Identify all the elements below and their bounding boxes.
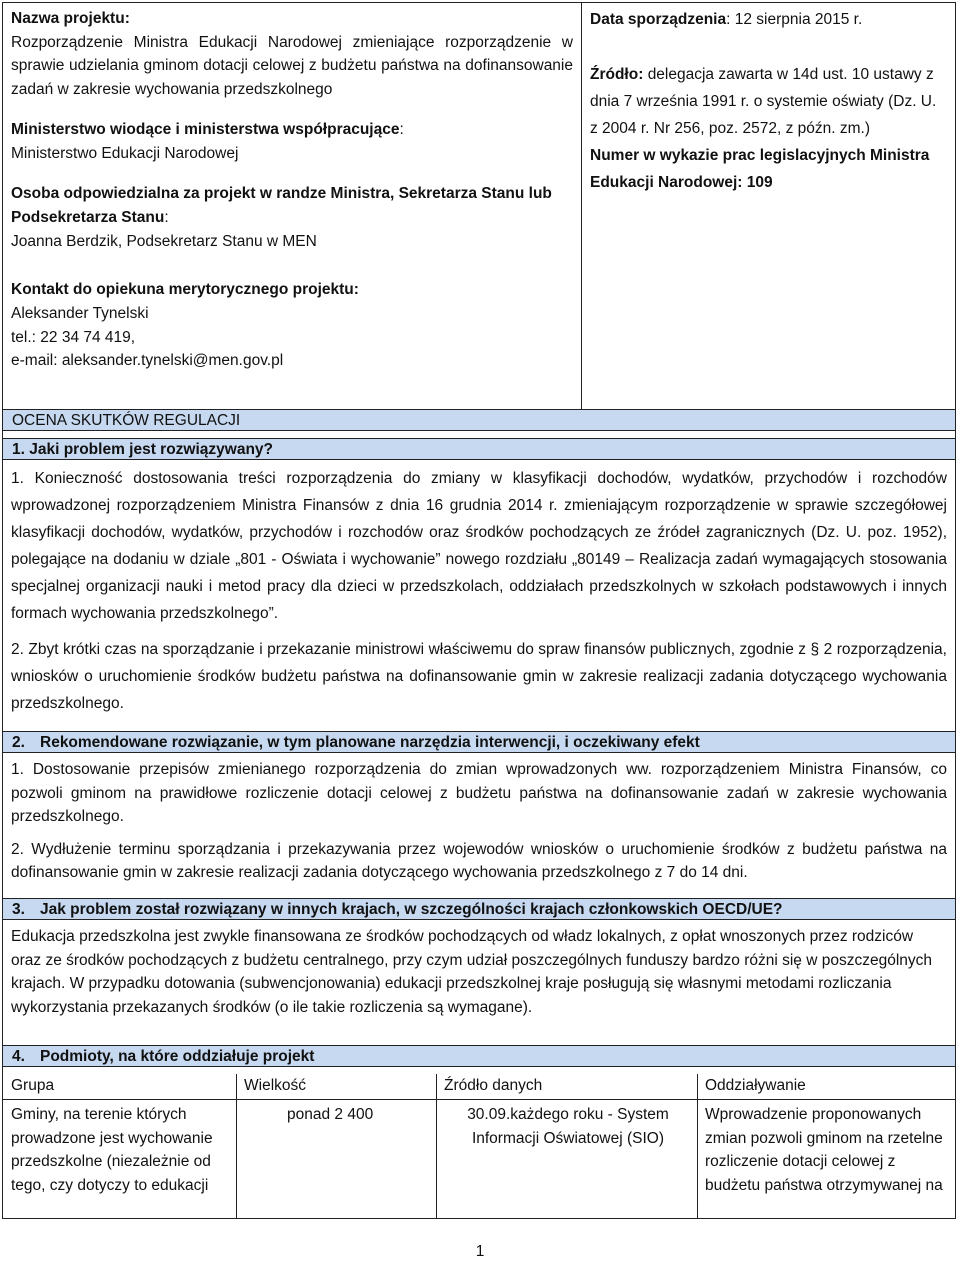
contact-email[interactable]: e-mail: aleksander.tynelski@men.gov.pl [11,352,284,370]
table-header-divider [3,1099,955,1100]
project-meta [590,6,945,196]
osr-title: OCENA SKUTKÓW REGULACJI [3,409,955,431]
section3-num: 3. [12,901,25,918]
project-info [11,7,573,373]
page-number: 1 [475,1243,485,1260]
section3-body [11,925,947,1019]
section1-title: 1. Jaki problem jest rozwiązywany? [3,438,955,460]
ministry-value: Ministerstwo Edukacji Narodowej [11,144,239,162]
section4-title [3,1045,955,1067]
section2-para1: 1. Dostosowanie przepisów zmienianego rozporządzenia do zmian wprowadzonych ww. rozporządzeniem Ministra Finansów, co pozwoli gminom na prawidłowe rozliczenie dotacji celowej z budżetu państwa na dofinansowanie zadań w zakresie wychowania przedszkolnego. [11,761,947,825]
date-line: Data sporządzenia: 12 sierpnia 2015 r. [590,11,863,28]
source-line: Źródło: delegacja zawarta w 14d ust. 10 ustawy z dnia 7 września 1991 r. o systemie oświaty (Dz. U. z 2004 r. Nr 256, poz. 2572, z późn. zm.) [590,66,937,137]
section3-title [3,898,955,920]
column-header-impact: Oddziaływanie [705,1077,806,1094]
contact-name: Aleksander Tynelski [11,305,149,323]
section3-title-text: Jak problem został rozwiązany w innych krajach, w szczególności krajach członkowskich OECD/UE? [40,901,783,918]
section1-para2: 2. Zbyt krótki czas na sporządzanie i przekazanie ministrowi właściwemu do spraw finansów publicznych, zgodnie z § 2 rozporządzenia, wniosków o uruchomienie środków budżetu państwa na dofinansowanie gmin w zakresie realizacji zadania dotyczącego wychowania przedszkolnego. [11,641,947,712]
column-header-source: Źródło danych [444,1077,543,1094]
section2-para2: 2. Wydłużenie terminu sporządzania i przekazywania przez wojewodów wniosków o uruchomienie środków z budżetu państwa na dofinansowanie gmin w zakresie realizacji zadania dotyczącego wychowania przedszkolnego z 7 do 14 dni. [11,840,947,881]
project-name: Rozporządzenie Ministra Edukacji Narodowej zmieniające rozporządzenie w sprawie udzielania gminom dotacji celowej z budżetu państwa na dofinansowanie zadań w zakresie wychowania przedszkolnego [11,33,573,99]
section1-body [11,465,947,717]
cell-group: Gminy, na terenie których prowadzone jest wychowanie przedszkolne (niezależnie od tego, czy dotyczy to edukacji [11,1106,213,1195]
project-name-label: Nazwa projektu: [11,10,130,27]
table-row [3,1101,955,1219]
section4-num: 4. [12,1048,25,1065]
responsible-label: Osoba odpowiedzialna za projekt w randze Ministra, Sekretarza Stanu lub Podsekretarza Stanu: [11,185,552,226]
cell-size: ponad 2 400 [287,1106,374,1123]
contact-label: Kontakt do opiekuna merytorycznego projektu: [11,281,359,299]
legislative-number: Numer w wykazie prac legislacyjnych Ministra Edukacji Narodowej: 109 [590,147,930,191]
cell-impact: Wprowadzenie proponowanych zmian pozwoli gminom na rzetelne rozliczenie dotacji celowej z budżetu państwa otrzymywanej na [705,1106,943,1195]
contact-phone: tel.: 22 34 74 419, [11,328,136,346]
stakeholder-table-header [3,1074,955,1098]
responsible-value: Joanna Berdzik, Podsekretarz Stanu w MEN [11,232,317,250]
header-divider [581,3,582,410]
column-header-group: Grupa [11,1077,55,1094]
cell-source: 30.09.każdego roku - System Informacji Oświatowej (SIO) [467,1106,669,1147]
section2-title [3,731,955,753]
column-header-size: Wielkość [244,1077,307,1094]
ministry-label: Ministerstwo wiodące i ministerstwa współpracujące: [11,120,404,138]
section1-para1: 1. Konieczność dostosowania treści rozporządzenia do zmiany w klasyfikacji dochodów, wydatków, przychodów i rozchodów wprowadzonej rozporządzeniem Ministra Finansów z dnia 16 grudnia 2014 r. zmieniającym rozporządzenie w sprawie szczegółowej klasyfikacji dochodów, wydatków, przychodów i rozchodów oraz środków pochodzących ze źródeł zagranicznych (Dz. U. poz. 1952), polegające na dodaniu w dziale „801 - Oświata i wychowanie” nowego rozdziału „80149 – Realizacja zadań wymagających stosowania specjalnej organizacji nauki i metod pracy dla dzieci w przedszkolach, oddziałach przedszkolnych w szkołach podstawowych i innych formach wychowania przedszkolnego”. [11,470,947,622]
section2-body [11,758,947,885]
section3-para1: Edukacja przedszkolna jest zwykle finansowana ze środków pochodzących od władz lokalnych, z opłat wnoszonych przez rodziców oraz ze środków pochodzących z budżetu centralnego, przy czym udział poszczególnych funduszy bardzo różni się w poszczególnych krajach. W przypadku dotowania (subwencjonowania) edukacji przedszkolnej kraje posługują się własnymi metodami rozliczania wykorzystania przekazanych środków (o ile takie rozliczenia są wymagane). [11,928,933,1016]
section2-title-text: Rekomendowane rozwiązanie, w tym planowane narzędzia interwencji, i oczekiwany efekt [40,734,700,751]
section2-num: 2. [12,734,25,751]
section4-title-text: Podmioty, na które oddziałuje projekt [40,1048,315,1065]
